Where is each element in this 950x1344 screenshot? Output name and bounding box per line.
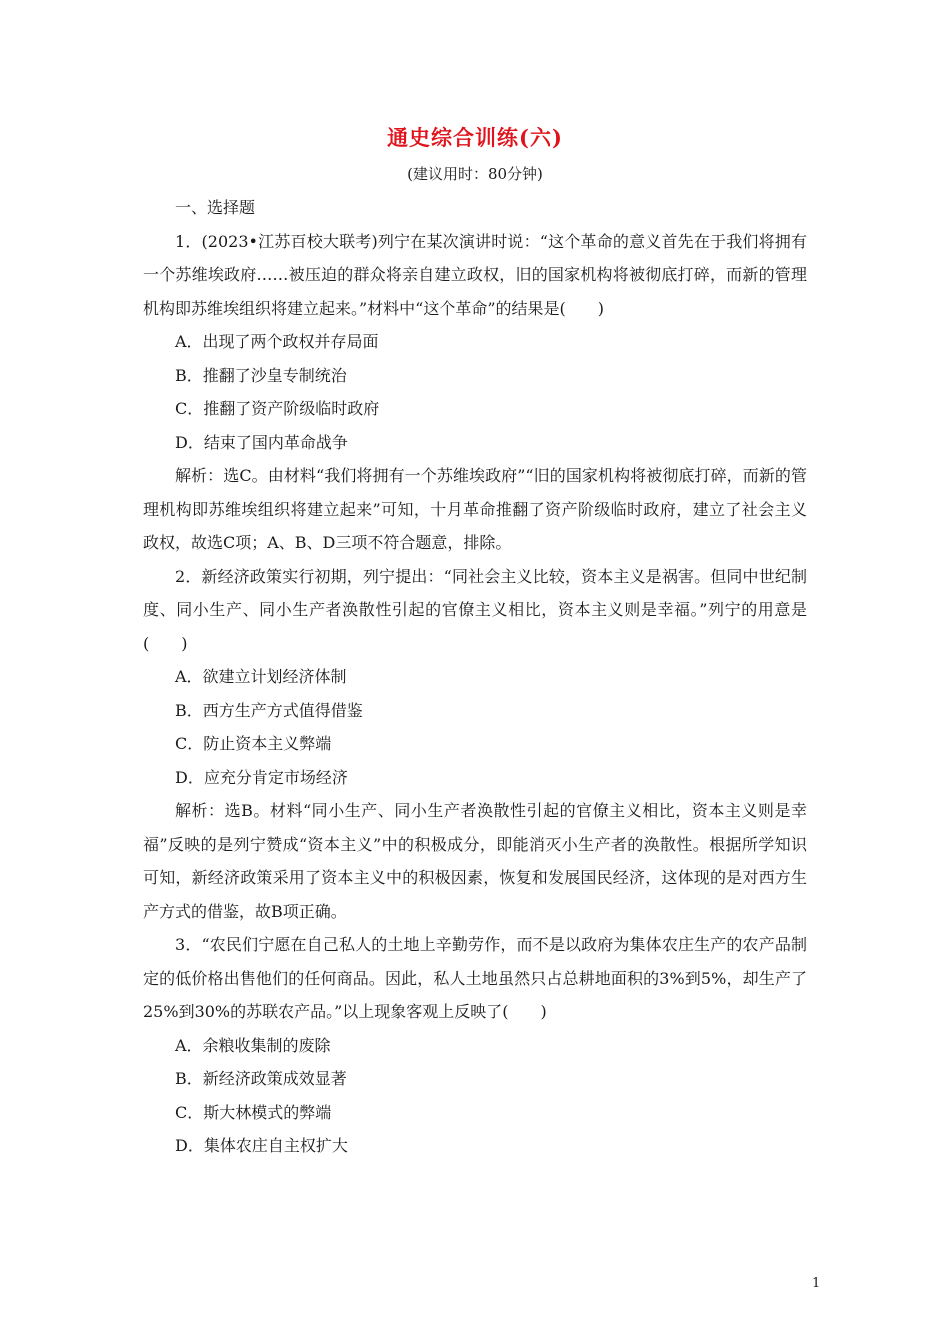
question-3-option-b: B．新经济政策成效显著 xyxy=(175,1069,347,1088)
document-body xyxy=(143,191,807,1163)
question-3-option-c: C．斯大林模式的弊端 xyxy=(175,1102,332,1122)
question-3-option-a: A．余粮收集制的废除 xyxy=(175,1035,331,1055)
question-2-option-b: B．西方生产方式值得借鉴 xyxy=(175,700,363,720)
question-2-stem: 2．新经济政策实行初期，列宁提出：“同社会主义比较，资本主义是祸害。但同中世纪制度、同小生产、同小生产者涣散性引起的官僚主义相比，资本主义则是幸福。”列宁的用意是( ) xyxy=(143,566,807,653)
section-heading: 一、选择题 xyxy=(175,198,256,217)
question-3-stem: 3．“农民们宁愿在自己私人的土地上辛勤劳作，而不是以政府为集体农庄生产的农产品制定的低价格出售他们的任何商品。因此，私人土地虽然只占总耕地面积的3%到5%，却生产了25%到30%的苏联农产品。”以上现象客观上反映了( ) xyxy=(143,935,807,1021)
page-number: 1 xyxy=(812,1276,821,1291)
question-2-option-a: A．欲建立计划经济体制 xyxy=(175,667,347,686)
question-2-option-c: C．防止资本主义弊端 xyxy=(175,734,332,753)
question-1-stem: 1．(2023•江苏百校大联考)列宁在某次演讲时说：“这个革命的意义首先在于我们将拥有一个苏维埃政府……被压迫的群众将亲自建立政权，旧的国家机构将被彻底打碎，而新的管理机构即苏维埃组织将建立起来。”材料中“这个革命”的结果是( ) xyxy=(143,231,807,318)
question-1-option-b: B．推翻了沙皇专制统治 xyxy=(175,365,347,385)
question-1-option-c: C．推翻了资产阶级临时政府 xyxy=(175,399,380,418)
question-2-option-d: D．应充分肯定市场经济 xyxy=(175,767,348,787)
suggested-time: (建议用时：80分钟) xyxy=(407,165,543,183)
question-3-option-d: D．集体农庄自主权扩大 xyxy=(175,1136,348,1155)
question-1-analysis: 解析：选C。由材料“我们将拥有一个苏维埃政府”“旧的国家机构将被彻底打碎，而新的管理机构即苏维埃组织将建立起来”可知，十月革命推翻了资产阶级临时政府，建立了社会主义政权，故选C项；A、B、D三项不符合题意，排除。 xyxy=(143,466,807,552)
question-1-option-d: D．结束了国内革命战争 xyxy=(175,432,348,452)
question-2-analysis: 解析：选B。材料“同小生产、同小生产者涣散性引起的官僚主义相比，资本主义则是幸福”反映的是列宁赞成“资本主义”中的积极成分，即能消灭小生产者的涣散性。根据所学知识可知，新经济政策采用了资本主义中的积极因素，恢复和发展国民经济，这体现的是对西方生产方式的借鉴，故B项正确。 xyxy=(143,801,807,921)
page-title: 通史综合训练(六) xyxy=(387,125,563,150)
question-1-option-a: A．出现了两个政权并存局面 xyxy=(175,332,379,351)
